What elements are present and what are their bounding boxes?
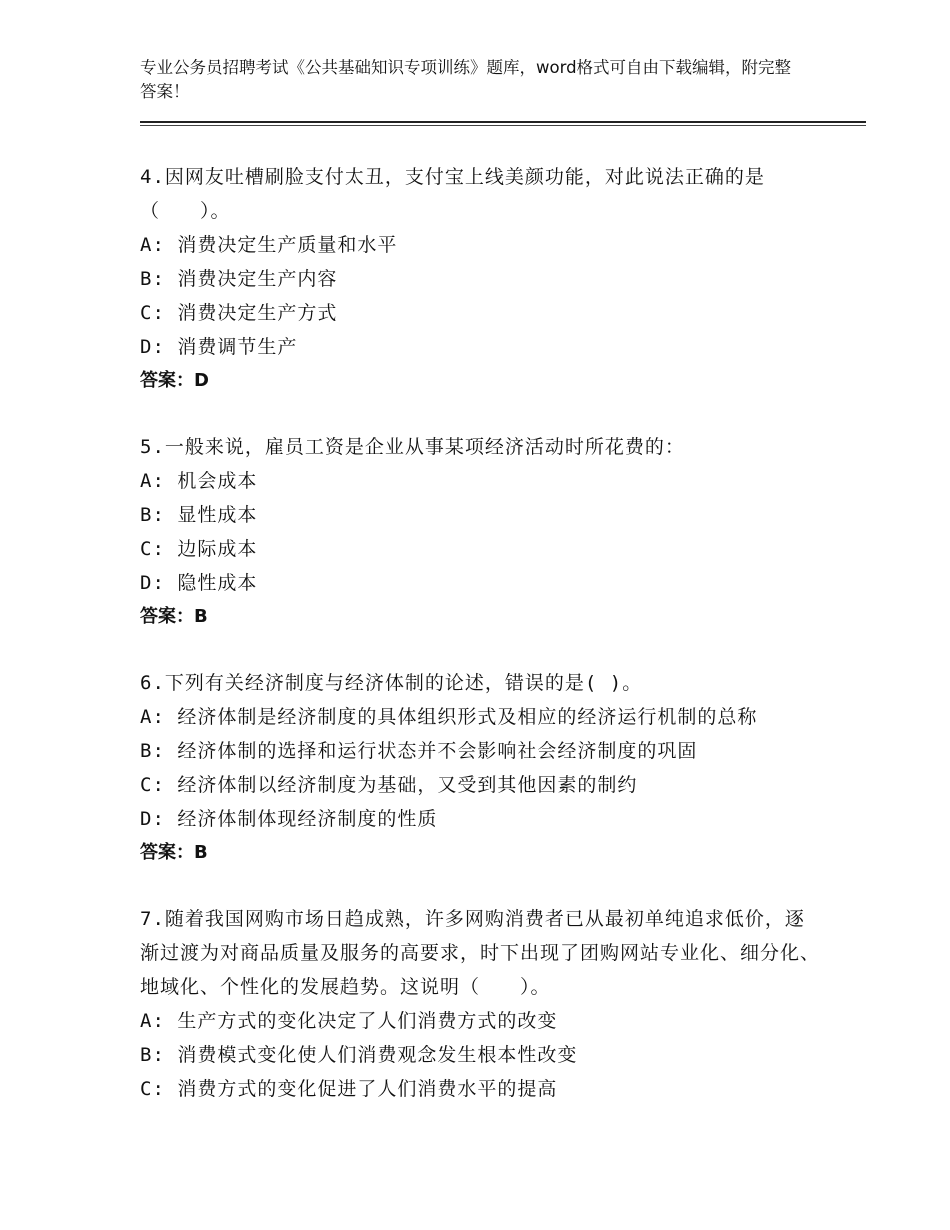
option-d: D: 隐性成本	[140, 572, 258, 594]
question-text: 7.随着我国网购市场日趋成熟，许多网购消费者已从最初单纯追求低价，逐渐过渡为对商品质量及服务的高要求，时下出现了团购网站专业化、细分化、地域化、个性化的发展趋势。这说明（ ）。	[140, 908, 821, 998]
question-6	[140, 666, 820, 870]
answer: 答案：B	[140, 606, 208, 627]
question-7	[140, 902, 820, 1106]
option-d: D: 经济体制体现经济制度的性质	[140, 808, 438, 830]
answer: 答案：D	[140, 370, 209, 391]
question-text: 6.下列有关经济制度与经济体制的论述，错误的是( )。	[140, 672, 643, 694]
option-a: A: 消费决定生产质量和水平	[140, 234, 398, 256]
header-rule-thin	[140, 125, 866, 126]
option-b: B: 消费决定生产内容	[140, 268, 338, 290]
question-4	[140, 160, 820, 398]
option-a: A: 机会成本	[140, 470, 258, 492]
header-rule-thick	[140, 121, 866, 123]
option-b: B: 消费模式变化使人们消费观念发生根本性改变	[140, 1044, 578, 1066]
option-a: A: 经济体制是经济制度的具体组织形式及相应的经济运行机制的总称	[140, 706, 758, 728]
question-5	[140, 430, 820, 634]
option-a: A: 生产方式的变化决定了人们消费方式的改变	[140, 1010, 558, 1032]
question-text: 4.因网友吐槽刷脸支付太丑，支付宝上线美颜功能，对此说法正确的是（ ）。	[140, 166, 765, 222]
option-c: C: 经济体制以经济制度为基础，又受到其他因素的制约	[140, 774, 638, 796]
option-b: B: 显性成本	[140, 504, 258, 526]
option-b: B: 经济体制的选择和运行状态并不会影响社会经济制度的巩固	[140, 740, 698, 762]
question-list	[140, 160, 820, 1138]
document-header: 专业公务员招聘考试《公共基础知识专项训练》题库，word格式可自由下载编辑，附完整答案！	[140, 58, 792, 101]
option-d: D: 消费调节生产	[140, 336, 298, 358]
answer: 答案：B	[140, 842, 208, 863]
option-c: C: 消费方式的变化促进了人们消费水平的提高	[140, 1078, 558, 1100]
question-text: 5.一般来说，雇员工资是企业从事某项经济活动时所花费的：	[140, 436, 685, 458]
option-c: C: 边际成本	[140, 538, 258, 560]
option-c: C: 消费决定生产方式	[140, 302, 338, 324]
